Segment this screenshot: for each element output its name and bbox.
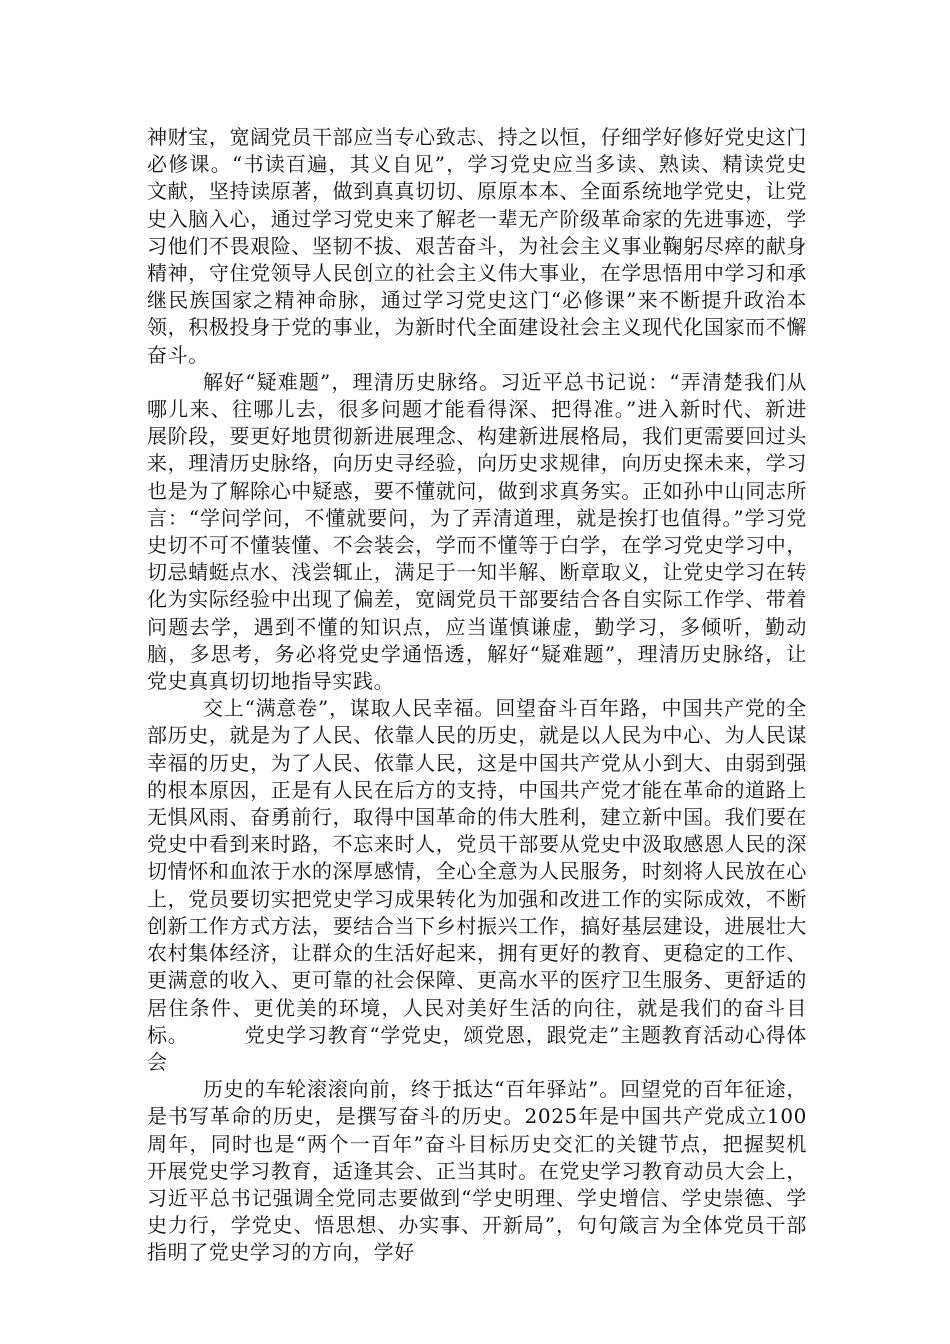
paragraph-3-text: 交上“满意卷”，谋取人民幸福。回望奋斗百年路，中国共产党的全部历史，就是为了人民、依靠人民的历史，就是以人民为中心、为人民谋幸福的历史，为了人民、依靠人民，这是中国共产党从小到大、由弱到强的根本原因，正是有人民在后方的支持，中国共产党才能在革命的道路上无惧风雨、奋勇前行，取得中国革命的伟大胜利，建立新中国。我们要在党史中看到来时路，不忘来时人，党员干部要从党史中汲取感恩人民的深切情怀和血浓于水的深厚感情，全心全意为人民服务，时刻将人民放在心上，党员要切实把党史学习成果转化为加强和改进工作的实际成效，不断创新工作方式方法，要结合当下乡村振兴工作，搞好基层建设，进展壮大农村集体经济，让群众的生活好起来，拥有更好的教育、更稳定的工作、更满意的收入、更可靠的社会保障、更高水平的医疗卫生服务、更舒适的居住条件、更优美的环境，人民对美好生活的向往，就是我们的奋斗目标。 [147,696,807,1047]
paragraph-4: 历史的车轮滚滚向前，终于抵达“百年驿站”。回望党的百年征途，是书写革命的历史，是撰写奋斗的历史。2025年是中国共产党成立100周年，同时也是“两个一百年”奋斗目标历史交汇的关键节点，把握契机开展党史学习教育，适逢其会、正当其时。在党史学习教育动员大会上，习近平总书记强调全党同志要做到“学史明理、学史增信、学史崇德、学史力行，学党史、悟思想、办实事、开新局”，句句箴言为全体党员干部指明了党史学习的方向，学好 [147,1077,807,1265]
section-title: 党史学习教育“学党史，颂党恩，跟党走”主题教育活动心得体会 [147,1022,808,1074]
paragraph-1: 神财宝，宽阔党员干部应当专心致志、持之以恒，仔细学好修好党史这门必修课。“书读百遍，其义自见”，学习党史应当多读、熟读、精读党史文献，坚持读原著，做到真真切切、原原本本、全面系统地学党史，让党史入脑入心，通过学习党史来了解老一辈无产阶级革命家的先进事迹，学习他们不畏艰险、坚韧不拔、艰苦奋斗，为社会主义事业鞠躬尽瘁的献身精神，守住党领导人民创立的社会主义伟大事业，在学思悟用中学习和承继民族国家之精神命脉，通过学习党史这门“必修课”来不断提升政治本领，积极投身于党的事业，为新时代全面建设社会主义现代化国家而不懈奋斗。 [147,125,807,367]
body-text [147,124,807,1267]
paragraph-3 [147,695,807,1076]
paragraph-2: 解好“疑难题”，理清历史脉络。习近平总书记说：“弄清楚我们从哪儿来、往哪儿去，很多问题才能看得深、把得准。”进入新时代、新进展阶段，要更好地贯彻新进展理念、构建新进展格局，我们更需要回过头来，理清历史脉络，向历史寻经验，向历史求规律，向历史探未来，学习也是为了解除心中疑惑，要不懂就问，做到求真务实。正如孙中山同志所言：“学问学问，不懂就要问，为了弄清道理，就是挨打也值得。”学习党史切不可不懂装懂、不会装会，学而不懂等于白学，在学习党史学习中，切忌蜻蜓点水、浅尝辄止，满足于一知半解、断章取义，让党史学习在转化为实际经验中出现了偏差，宽阔党员干部要结合各自实际工作学、带着问题去学，遇到不懂的知识点，应当谨慎谦虚，勤学习，多倾听，勤动脑，多思考，务必将党史学通悟透，解好“疑难题”，理清历史脉络，让党史真真切切地指导实践。 [147,369,807,694]
